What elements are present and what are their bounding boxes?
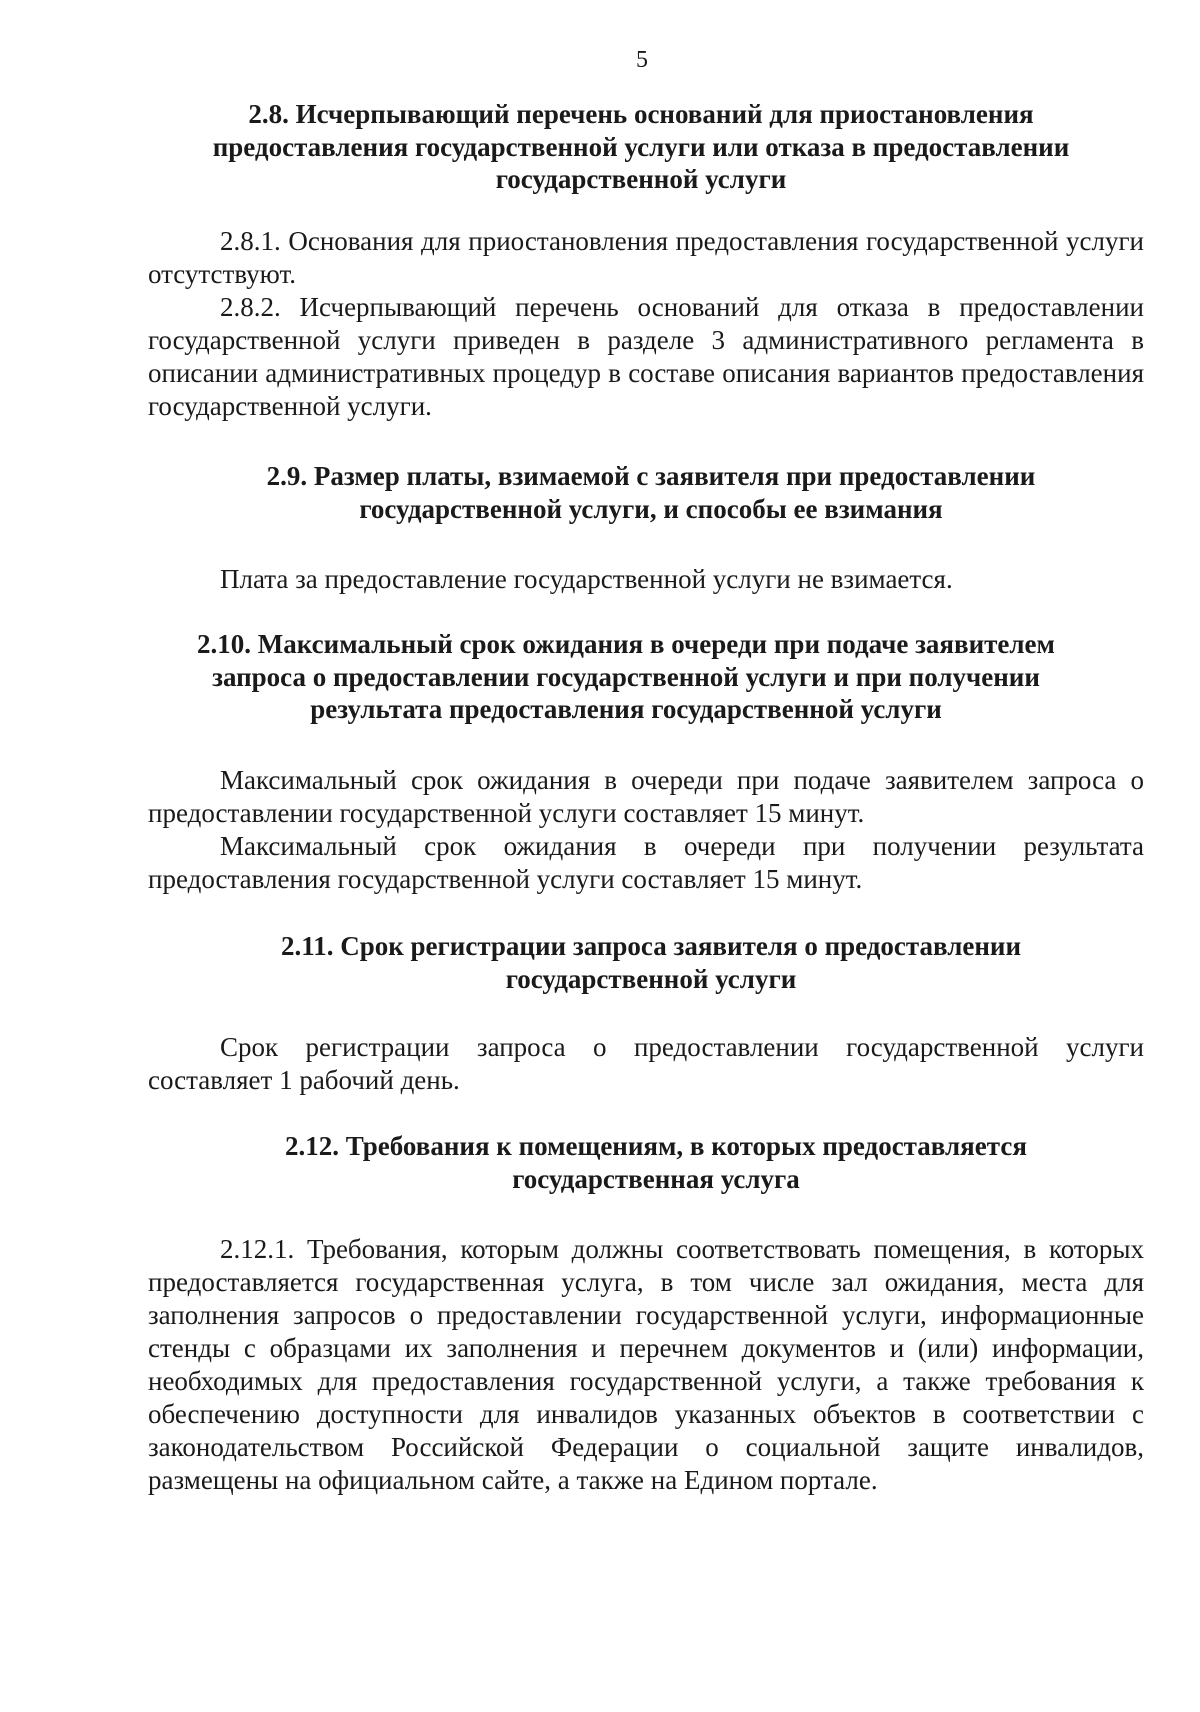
paragraph: Плата за предоставление государственной услуги не взимается. <box>220 564 953 594</box>
paragraph: 2.8.1. Основания для приостановления предоставления государственной услуги отсутствуют. <box>148 226 1144 289</box>
section-2-9-body <box>148 563 1144 596</box>
section-2-8-body <box>148 225 1144 423</box>
section-heading: 2.12. Требования к помещениям, в которых предоставляется государственная услуга <box>285 1131 1027 1194</box>
section-heading: 2.11. Срок регистрации запроса заявителя о предоставлении государственной услуги <box>280 931 1022 994</box>
section-2-10 <box>148 628 1144 726</box>
section-2-11-body <box>148 1031 1144 1097</box>
paragraph: Срок регистрации запроса о предоставлении государственной услуги составляет 1 рабочий день. <box>148 1032 1144 1095</box>
section-heading: 2.10. Максимальный срок ожидания в очереди при подаче заявителем запроса о предоставлении государственной услуги и при получении результата предоставления государственной услуги <box>197 629 1055 724</box>
section-2-10-body <box>148 764 1144 896</box>
paragraph: Максимальный срок ожидания в очереди при получении результата предоставления государственной услуги составляет 15 минут. <box>148 831 1144 894</box>
section-heading: 2.9. Размер платы, взимаемой с заявителя при предоставлении государственной услуги, и способы ее взимания <box>266 461 1036 524</box>
page-number: 5 <box>636 47 648 73</box>
paragraph: 2.12.1. Требования, которым должны соответствовать помещения, в которых предоставляется государственная услуга, в том числе зал ожидания, места для заполнения запросов о предоставлении государственной услуги, информационные стенды с образцами их заполнения и перечнем документов и (или) информации, необходимых для предоставления государственной услуги, а также требования к обеспечению доступности для инвалидов указанных объектов в соответствии с законодательством Российской Федерации о социальной защите инвалидов, размещены на официальном сайте, а также на Едином портале. <box>148 1234 1144 1495</box>
section-2-11 <box>148 930 1144 995</box>
paragraph: 2.8.2. Исчерпывающий перечень оснований для отказа в предоставлении государственной услуги приведен в разделе 3 административного регламента в описании административных процедур в составе описания вариантов предоставления государственной услуги. <box>148 292 1144 421</box>
section-2-12-body <box>148 1233 1144 1497</box>
section-2-12 <box>148 1130 1144 1195</box>
section-2-8 <box>148 98 1144 196</box>
section-heading: 2.8. Исчерпывающий перечень оснований для приостановления предоставления государственной услуги или отказа в предоставлении государственной услуги <box>212 99 1070 194</box>
paragraph: Максимальный срок ожидания в очереди при подаче заявителем запроса о предоставлении государственной услуги составляет 15 минут. <box>148 765 1144 828</box>
section-2-9 <box>148 460 1144 525</box>
